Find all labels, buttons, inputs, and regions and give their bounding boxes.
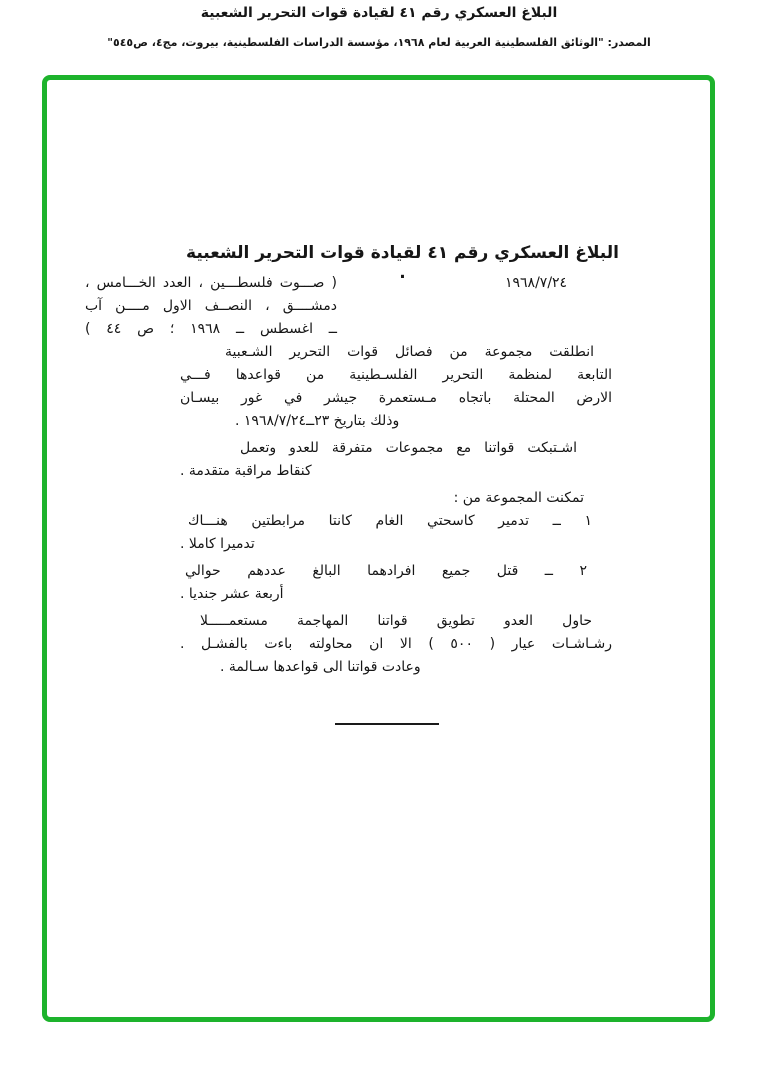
list-item (180, 560, 612, 606)
body-line: ٢ ــ قتل جميع افرادهما البالغ عددهم حوالي (185, 563, 587, 579)
body-line: وعادت قواتنا الى قواعدها سـالمة . (220, 659, 421, 675)
page-header-source: المصدر: "الوثائق الفلسطينية العربية لعام ١٩٦٨، مؤسسة الدراسات الفلسطينية، بيروت، مج٤، ص٥٤٥" (107, 36, 651, 49)
body-line: حاول العدو تطويق قواتنا المهاجمة مستعمـــــلا (200, 613, 592, 629)
body-line: أربعة عشر جنديا . (180, 586, 284, 602)
paragraph (180, 341, 612, 433)
document-date: ١٩٦٨/٧/٢٤ (505, 275, 568, 291)
page-header-title: البلاغ العسكري رقم ٤١ لقيادة قوات التحرير الشعبية (200, 5, 558, 21)
paragraph (180, 437, 612, 483)
document-citation (85, 272, 337, 341)
body-line: تدميرا كاملا . (180, 536, 255, 552)
list-intro: تمكنت المجموعة من : (453, 490, 584, 506)
body-line: الارض المحتلة باتجاه مـستعمرة جيشر في غور بيسـان (180, 390, 612, 406)
end-divider (335, 723, 439, 725)
body-line: انطلقت مجموعة من فصائل قوات التحرير الشـعبية (225, 344, 594, 360)
citation-line: ( صـــوت فلسطـــين ، العدد الخـــامس ، (85, 275, 337, 291)
body-line: وذلك بتاريخ ٢٣ــ١٩٦٨/٧/٢٤ . (235, 413, 400, 429)
document-title: البلاغ العسكري رقم ٤١ لقيادة قوات التحرير الشعبية . (186, 243, 619, 283)
body-line: ١ ــ تدمير كاسحتي الغام كانتا مرابطتين هنـــاك (188, 513, 592, 529)
citation-line: دمشــــق ، النصــف الاول مــــن آب (85, 298, 337, 314)
body-line: رشـاشـات عيار ( ٥٠٠ ) الا ان محاولته باءت بالفشـل . (180, 636, 612, 652)
document-body (180, 341, 612, 683)
paragraph (180, 610, 612, 679)
body-line: كنقاط مراقبة متقدمة . (180, 463, 312, 479)
citation-line: ــ اغسطس ــ ١٩٦٨ ؛ ص ٤٤ ) (85, 321, 337, 337)
list-item (180, 510, 612, 556)
body-line: اشـتبكت قواتنا مع مجموعات متفرقة للعدو وتعمل (240, 440, 577, 456)
body-line: التابعة لمنظمة التحرير الفلسـطينية من قواعدها فـــي (180, 367, 612, 383)
